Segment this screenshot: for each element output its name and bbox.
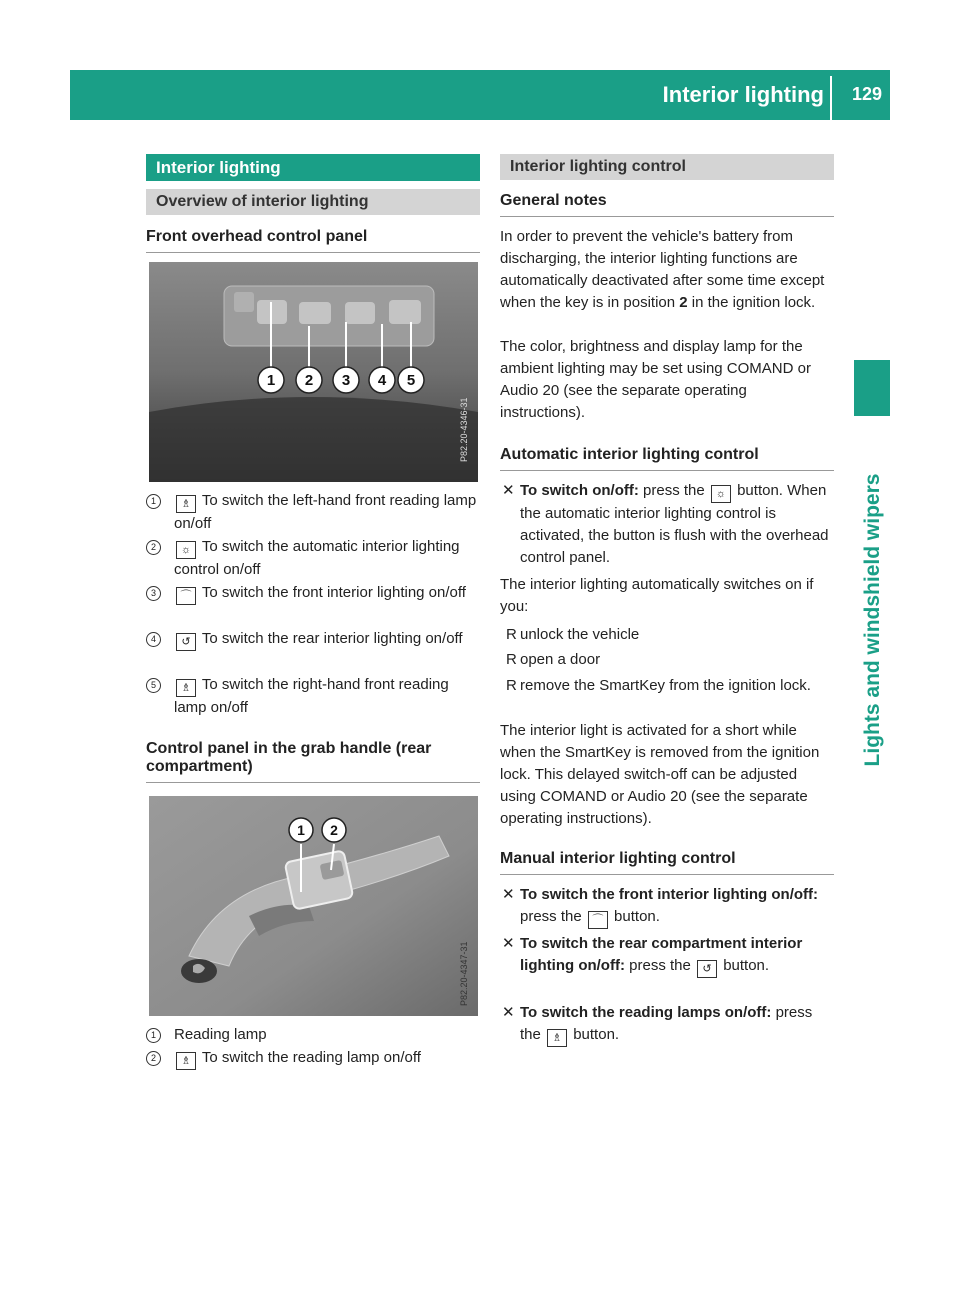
rear-light-icon: ↺ xyxy=(697,960,717,978)
page-number: 129 xyxy=(851,84,882,104)
list-item: 1 Reading lamp xyxy=(146,1024,480,1046)
step-item: ✕ To switch the reading lamps on/off: press the ♗ button. xyxy=(500,1002,834,1047)
paragraph: The color, brightness and display lamp for the ambient lighting may be set using COMAND or Audio 20 (see the separate operating instructions). xyxy=(500,338,811,421)
list-item: 5 ♗ To switch the right-hand front reading lamp on/off xyxy=(146,674,480,719)
svg-text:1: 1 xyxy=(297,822,305,838)
list-item: R remove the SmartKey from the ignition lock. xyxy=(506,677,811,694)
header-separator xyxy=(830,76,832,120)
svg-text:2: 2 xyxy=(330,822,338,838)
list-item: 4 ↺ To switch the rear interior lighting on/off xyxy=(146,628,480,651)
heading-manual-control: Manual interior lighting control xyxy=(500,850,834,875)
subsection-title: Overview of interior lighting xyxy=(146,189,480,215)
section-title: Interior lighting control xyxy=(500,154,834,180)
auto-lighting-icon: ☼ xyxy=(176,541,196,559)
auto-lighting-icon: ☼ xyxy=(711,485,731,503)
svg-text:3: 3 xyxy=(341,372,351,389)
list-item: 2 ☼ To switch the automatic interior lighting control on/off xyxy=(146,536,480,581)
list-item: R open a door xyxy=(506,651,601,668)
svg-text:2: 2 xyxy=(304,372,314,389)
section-title: Interior lighting xyxy=(146,154,480,181)
svg-text:4: 4 xyxy=(377,372,387,389)
reading-lamp-icon: ♗ xyxy=(547,1029,567,1047)
front-light-icon: ⌒ xyxy=(176,587,196,605)
heading-general-notes: General notes xyxy=(500,192,834,217)
svg-text:5: 5 xyxy=(406,372,416,389)
list-item: 2 ♗ To switch the reading lamp on/off xyxy=(146,1047,480,1070)
photo-grab-handle-panel xyxy=(149,796,478,1016)
heading-front-panel: Front overhead control panel xyxy=(146,228,480,253)
heading-automatic-control: Automatic interior lighting control xyxy=(500,446,834,471)
list-item: 3 ⌒ To switch the front interior lighting on/off xyxy=(146,582,480,605)
photo-front-overhead-panel xyxy=(149,262,478,482)
front-light-icon: ⌒ xyxy=(588,911,608,929)
svg-text:1: 1 xyxy=(266,372,276,389)
svg-text:P82.20-4347-31: P82.20-4347-31 xyxy=(459,941,469,1006)
step-item: ✕ To switch on/off: press the ☼ button. When the automatic interior lighting control is activated, the button is flush with the overhead control panel. xyxy=(502,482,829,566)
reading-lamp-icon: ♗ xyxy=(176,679,196,697)
list-item: R unlock the vehicle xyxy=(506,626,640,643)
side-tab-label: Lights and windshield wipers xyxy=(861,473,884,767)
step-item: ✕ To switch the front interior lighting on/off: press the ⌒ button. xyxy=(500,884,834,929)
step-item: ✕ To switch the rear compartment interior lighting on/off: press the ↺ button. xyxy=(500,933,834,978)
paragraph: The interior lighting automatically switches on if you: xyxy=(500,576,814,615)
rear-light-icon: ↺ xyxy=(176,633,196,651)
reading-lamp-icon: ♗ xyxy=(176,1052,196,1070)
side-tab-marker xyxy=(854,360,890,416)
svg-text:P82.20-4346-31: P82.20-4346-31 xyxy=(459,397,469,462)
header-title: Interior lighting xyxy=(662,82,824,107)
paragraph: In order to prevent the vehicle's battery from discharging, the interior lighting functions are automatically deactivated after some time except when the key is in position 2 in the ignition lock. xyxy=(500,228,825,311)
page-header xyxy=(70,70,890,120)
list-item: 1 ♗ To switch the left-hand front reading lamp on/off xyxy=(146,490,480,535)
reading-lamp-icon: ♗ xyxy=(176,495,196,513)
paragraph: The interior light is activated for a short while when the SmartKey is removed from the ignition lock. This delayed switch-off can be adjusted using COMAND or Audio 20 (see the separate operating instructions). xyxy=(500,722,820,827)
heading-grab-handle: Control panel in the grab handle (rear compartment) xyxy=(146,740,480,783)
